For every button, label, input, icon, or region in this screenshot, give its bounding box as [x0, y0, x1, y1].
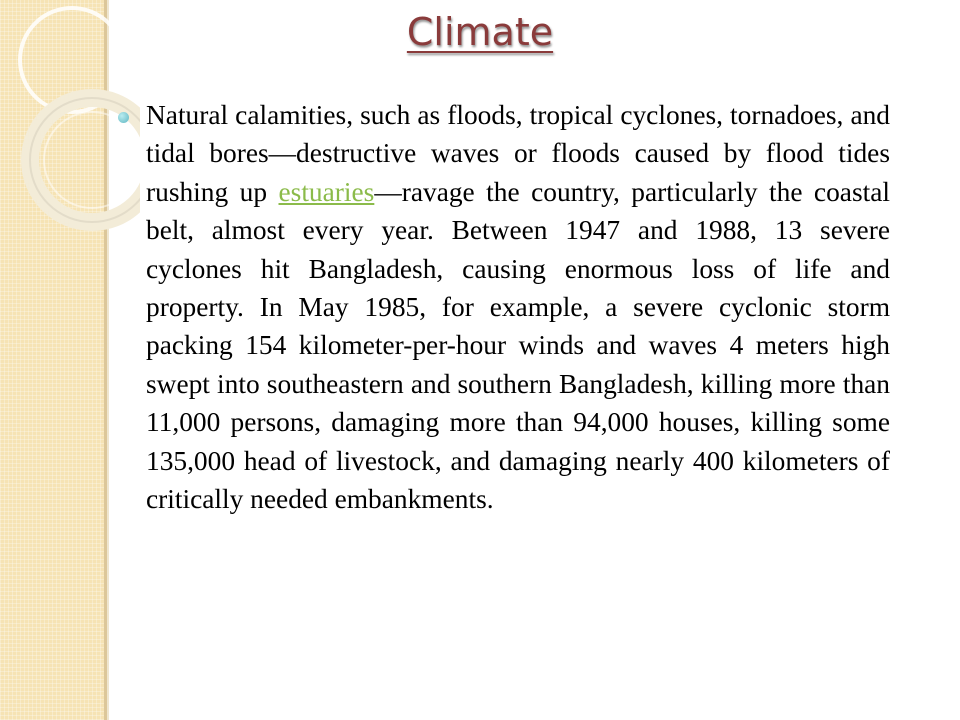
paragraph-text-start: Natural calamities, such as floods, tropical cyclones, tornadoes, and tidal bores—destructive waves or floods caused by flood tides rushing up	[146, 100, 890, 207]
slide-title: Climate	[406, 10, 554, 54]
decorative-rings-graphic	[0, 0, 140, 260]
paragraph-text-end: —ravage the country, particularly the coastal belt, almost every year. Between 1947 and 1988, 13 severe cyclones hit Bangladesh, causing enormous loss of life and property. In May 1985, for example, a severe cyclonic storm packing 154 kilometer-per-hour winds and waves 4 meters high swept into southeastern and southern Bangladesh, killing more than 11,000 persons, damaging more than 94,000 houses, killing some 135,000 head of livestock, and damaging nearly 400 kilometers of critically needed embankments.	[146, 176, 890, 515]
bullet-paragraph	[146, 96, 890, 518]
estuaries-link[interactable]: estuaries	[278, 176, 375, 207]
bullet-icon	[118, 112, 129, 123]
